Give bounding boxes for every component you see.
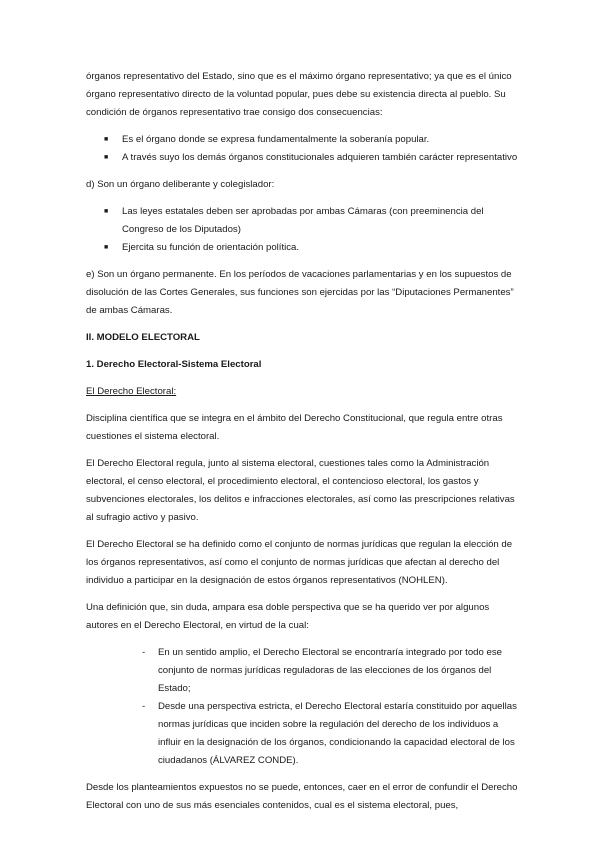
dash-list-perspectives <box>86 644 518 770</box>
bullet-square-icon: ■ <box>104 244 109 251</box>
list-item: ■ Las leyes estatales deben ser aprobadas por ambas Cámaras (con preeminencia del Congreso de los Diputados) <box>86 203 518 239</box>
bullet-square-icon: ■ <box>104 154 109 161</box>
dash-bullet-icon: - <box>142 701 146 712</box>
document-body <box>86 68 518 824</box>
paragraph-representative-organ: órganos representativo del Estado, sino que es el máximo órgano representativo; ya que es el único órgano representativo directo de la voluntad popular, pues debe su existencia directa al pueblo. Su condición de órganos representativo trae consigo dos consecuencias: <box>86 71 512 118</box>
section-title: II. MODELO ELECTORAL <box>86 332 200 343</box>
paragraph-definition-3: El Derecho Electoral se ha definido como el conjunto de normas jurídicas que regulan la elección de los órganos representativos, así como el conjunto de normas jurídicas que afectan al derecho del individuo a participar en la designación de estos órganos representativos (NOHLEN). <box>86 539 513 586</box>
bullet-list-deliberative <box>86 203 518 257</box>
paragraph-permanent-organ: e) Son un órgano permanente. En los períodos de vacaciones parlamentarias y en los supuestos de disolución de las Cortes Generales, sus funciones son ejercidas por las “Diputaciones Permanentes” de ambas Cámaras. <box>86 269 514 316</box>
underlined-heading: El Derecho Electoral: <box>86 386 177 397</box>
bullet-square-icon: ■ <box>104 208 109 215</box>
subsection-title: 1. Derecho Electoral-Sistema Electoral <box>86 359 262 370</box>
paragraph-definition-2: El Derecho Electoral regula, junto al sistema electoral, cuestiones tales como la Administración electoral, el censo electoral, el procedimiento electoral, el contencioso electoral, los gastos y subvenciones electorales, los delitos e infracciones electorales, así como las prescripciones relativas al sufragio activo y pasivo. <box>86 458 515 523</box>
paragraph-definition-4: Una definición que, sin duda, ampara esa doble perspectiva que se ha querido ver por algunos autores en el Derecho Electoral, en virtud de la cual: <box>86 602 490 631</box>
heading-deliberative-organ: d) Son un órgano deliberante y colegislador: <box>86 179 275 190</box>
list-item: ■ A través suyo los demás órganos constitucionales adquieren también carácter representativo <box>86 149 518 167</box>
paragraph-conclusion: Desde los planteamientos expuestos no se puede, entonces, caer en el error de confundir el Derecho Electoral con uno de sus más esenciales contenidos, cual es el sistema electoral, pues, <box>86 782 518 811</box>
bullet-list-consequences <box>86 131 518 167</box>
bullet-square-icon: ■ <box>104 136 109 143</box>
list-item: ■ Es el órgano donde se expresa fundamentalmente la soberanía popular. <box>86 131 518 149</box>
paragraph-definition-1: Disciplina científica que se integra en el ámbito del Derecho Constitucional, que regula entre otras cuestiones el sistema electoral. <box>86 413 503 442</box>
list-item: - Desde una perspectiva estricta, el Derecho Electoral estaría constituido por aquellas normas jurídicas que inciden sobre la regulación del derecho de los individuos a influir en la designación de los órganos, condicionando la capacidad electoral de los ciudadanos (ÁLVAREZ CONDE). <box>86 698 518 770</box>
dash-bullet-icon: - <box>142 647 146 658</box>
list-item: - En un sentido amplio, el Derecho Electoral se encontraría integrado por todo ese conjunto de normas jurídicas reguladoras de las elecciones de los órganos del Estado; <box>86 644 518 698</box>
list-item: ■ Ejercita su función de orientación política. <box>86 239 518 257</box>
